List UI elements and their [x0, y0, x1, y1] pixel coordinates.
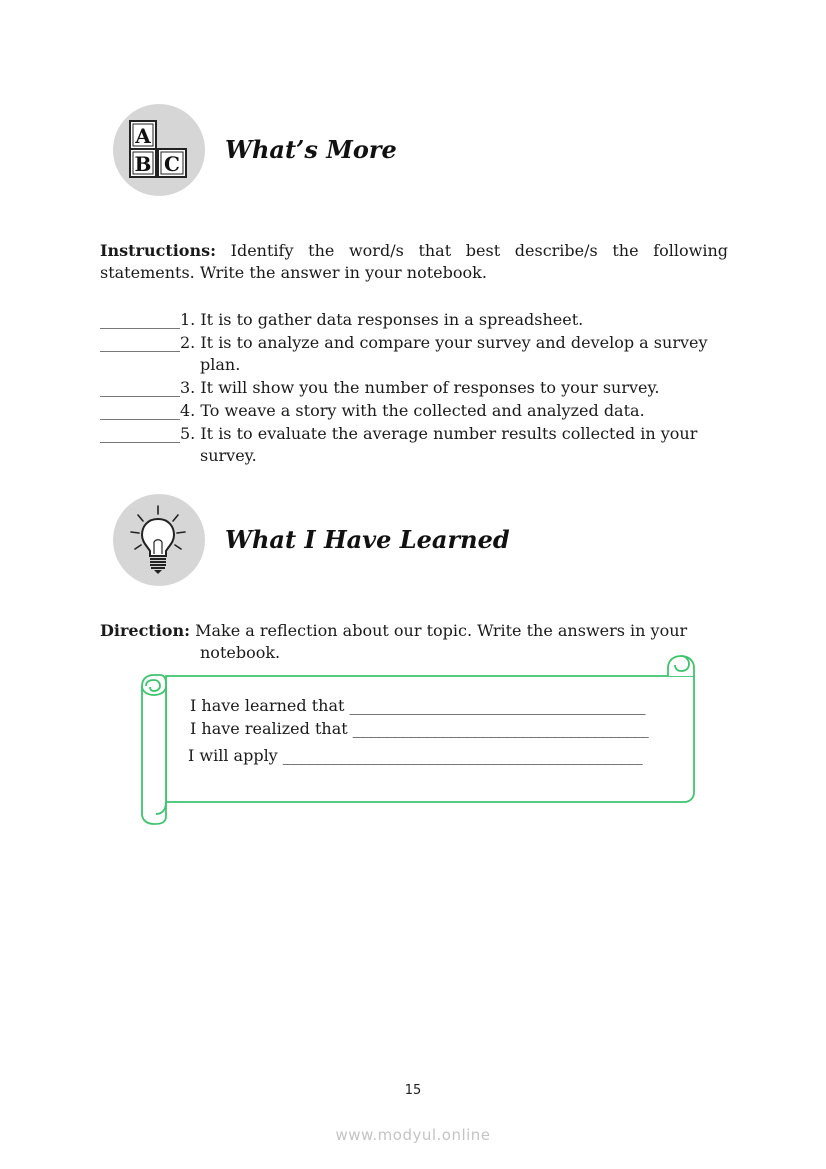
- block-letter-b: B: [134, 152, 152, 176]
- lightbulb-graphic: [113, 494, 205, 586]
- question-item-3: [100, 377, 730, 399]
- question-text: 3. It will show you the number of responses to your survey.: [180, 378, 660, 397]
- block-letter-c: C: [164, 152, 180, 176]
- question-item-4: [100, 400, 730, 422]
- answer-blank: __________: [100, 401, 180, 420]
- question-item-1: [100, 309, 730, 331]
- instructions-label: Instructions:: [100, 241, 217, 260]
- question-text: 5. It is to evaluate the average number results collected in your survey.: [180, 424, 698, 465]
- answer-blank: __________: [100, 424, 180, 443]
- what-i-have-learned-heading: What I Have Learned: [225, 525, 510, 554]
- reflection-line-learned: I have learned that _____________________________________: [190, 696, 646, 715]
- answer-blank: __________: [100, 310, 180, 329]
- scroll-frame: [138, 652, 700, 828]
- whats-more-heading: What’s More: [225, 135, 397, 164]
- abc-blocks-graphic: [113, 104, 205, 196]
- question-text: 2. It is to analyze and compare your survey and develop a survey plan.: [180, 333, 708, 374]
- abc-blocks-icon: [113, 104, 205, 196]
- block-letter-a: A: [135, 124, 151, 148]
- question-item-5: [100, 423, 730, 467]
- reflection-line-apply: I will apply _____________________________________________: [188, 746, 643, 765]
- direction-label: Direction:: [100, 621, 190, 640]
- answer-blank: __________: [100, 333, 180, 352]
- question-item-2: [100, 332, 730, 376]
- watermark: www.modyul.online: [335, 1126, 491, 1144]
- question-text: 4. To weave a story with the collected and analyzed data.: [180, 401, 645, 420]
- question-list: [100, 309, 730, 468]
- answer-blank: __________: [100, 378, 180, 397]
- instructions-paragraph: [100, 240, 728, 284]
- page-number: 15: [404, 1083, 422, 1098]
- direction-text: Make a reflection about our topic. Write the answers in your notebook.: [189, 621, 688, 662]
- instructions-text: Identify the word/s that best describe/s the following statements. Write the answer in your notebook.: [100, 241, 728, 282]
- question-text: 1. It is to gather data responses in a spreadsheet.: [180, 310, 584, 329]
- reflection-line-realized: I have realized that _____________________________________: [190, 719, 649, 738]
- lightbulb-icon: [113, 494, 205, 586]
